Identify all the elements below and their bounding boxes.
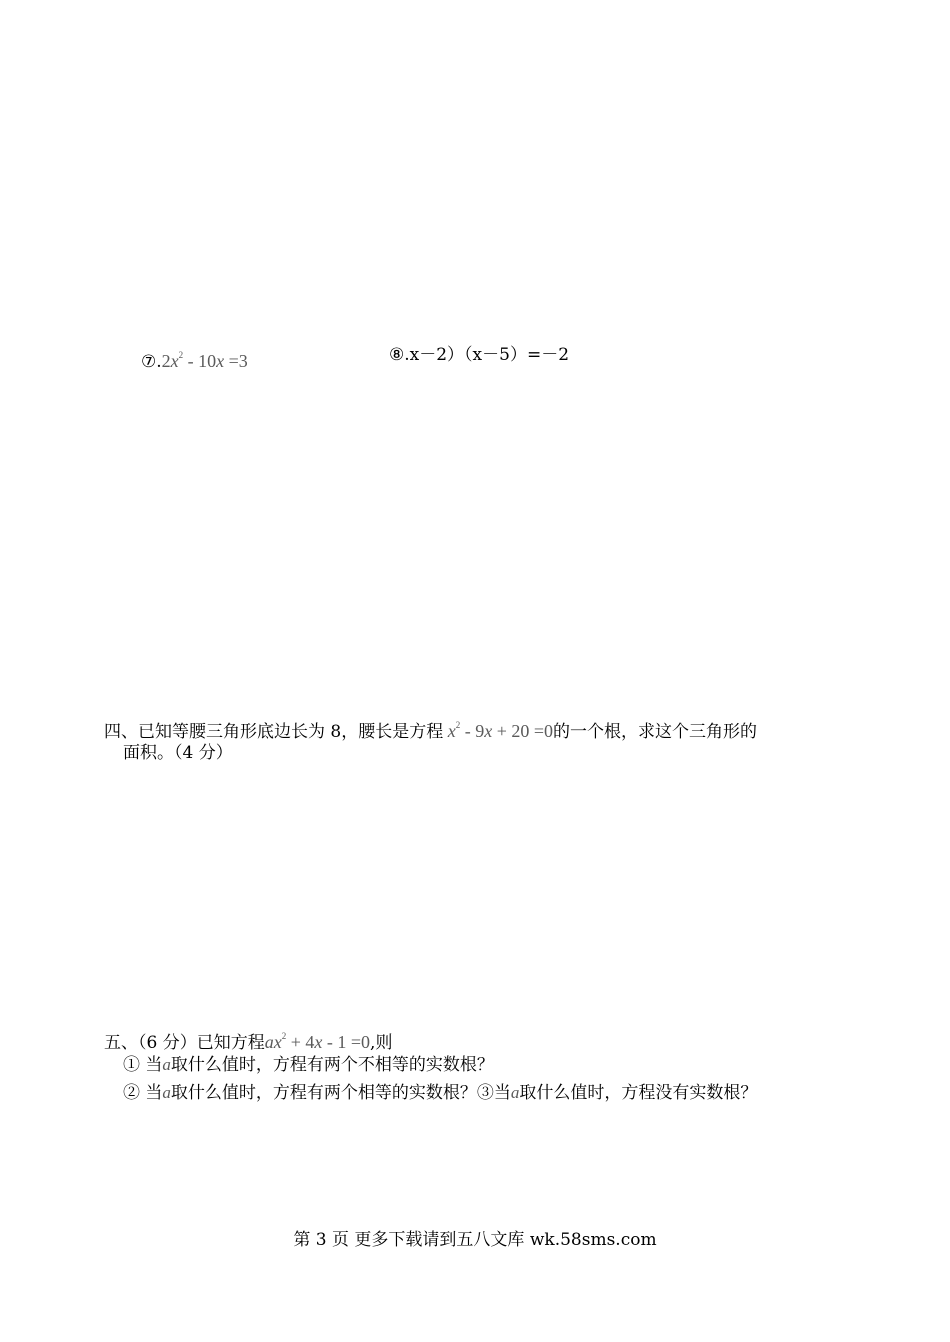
sub-2-middle: 取什么值时，方程有两个相等的实数根？③当 [170,1083,511,1103]
problem-8-text: ⑧.x－2）（x－5）=－2 [389,345,570,365]
question-5-suffix: ,则 [370,1033,393,1053]
question-4-equation: $x^2 - 9x + 20 =0$ [447,720,554,741]
sub-1-end: 取什么值时，方程有两个不相等的实数根？ [170,1055,494,1075]
question-5-equation: $ax^2 + 4x - 1 =0$ [264,1031,371,1052]
question-4-prefix: 四、已知等腰三角形底边长为 8，腰长是方程 [104,722,444,742]
problem-7 [141,343,248,374]
sub-1-start: ① 当 [123,1055,163,1075]
problem-8 [389,343,569,367]
question-4-line-2 [123,741,233,765]
page-footer [0,1228,950,1252]
question-4-suffix: 的一个根，求这个三角形的 [553,722,758,742]
sub-1-variable: a [162,1055,171,1074]
sub-3-variable: a [510,1083,520,1102]
footer-text: 第 3 页 更多下载请到五八文库 wk.58sms.com [293,1230,657,1250]
sub-3-end: 取什么值时，方程没有实数根？ [519,1083,758,1103]
question-5-line-1 [104,1024,392,1055]
question-5-prefix: 五、（6 分）已知方程 [104,1033,265,1053]
question-5-sub-2 [123,1081,757,1105]
problem-7-equation: $2x^2 - 10x =3$ [161,350,248,371]
sub-2-variable: a [162,1083,171,1102]
sub-2-start: ② 当 [123,1083,163,1103]
question-4-line-1 [104,713,757,744]
question-4-points: 面积。（4 分） [123,743,233,763]
question-5-sub-1 [123,1053,494,1077]
problem-7-label: ⑦. [141,352,162,372]
